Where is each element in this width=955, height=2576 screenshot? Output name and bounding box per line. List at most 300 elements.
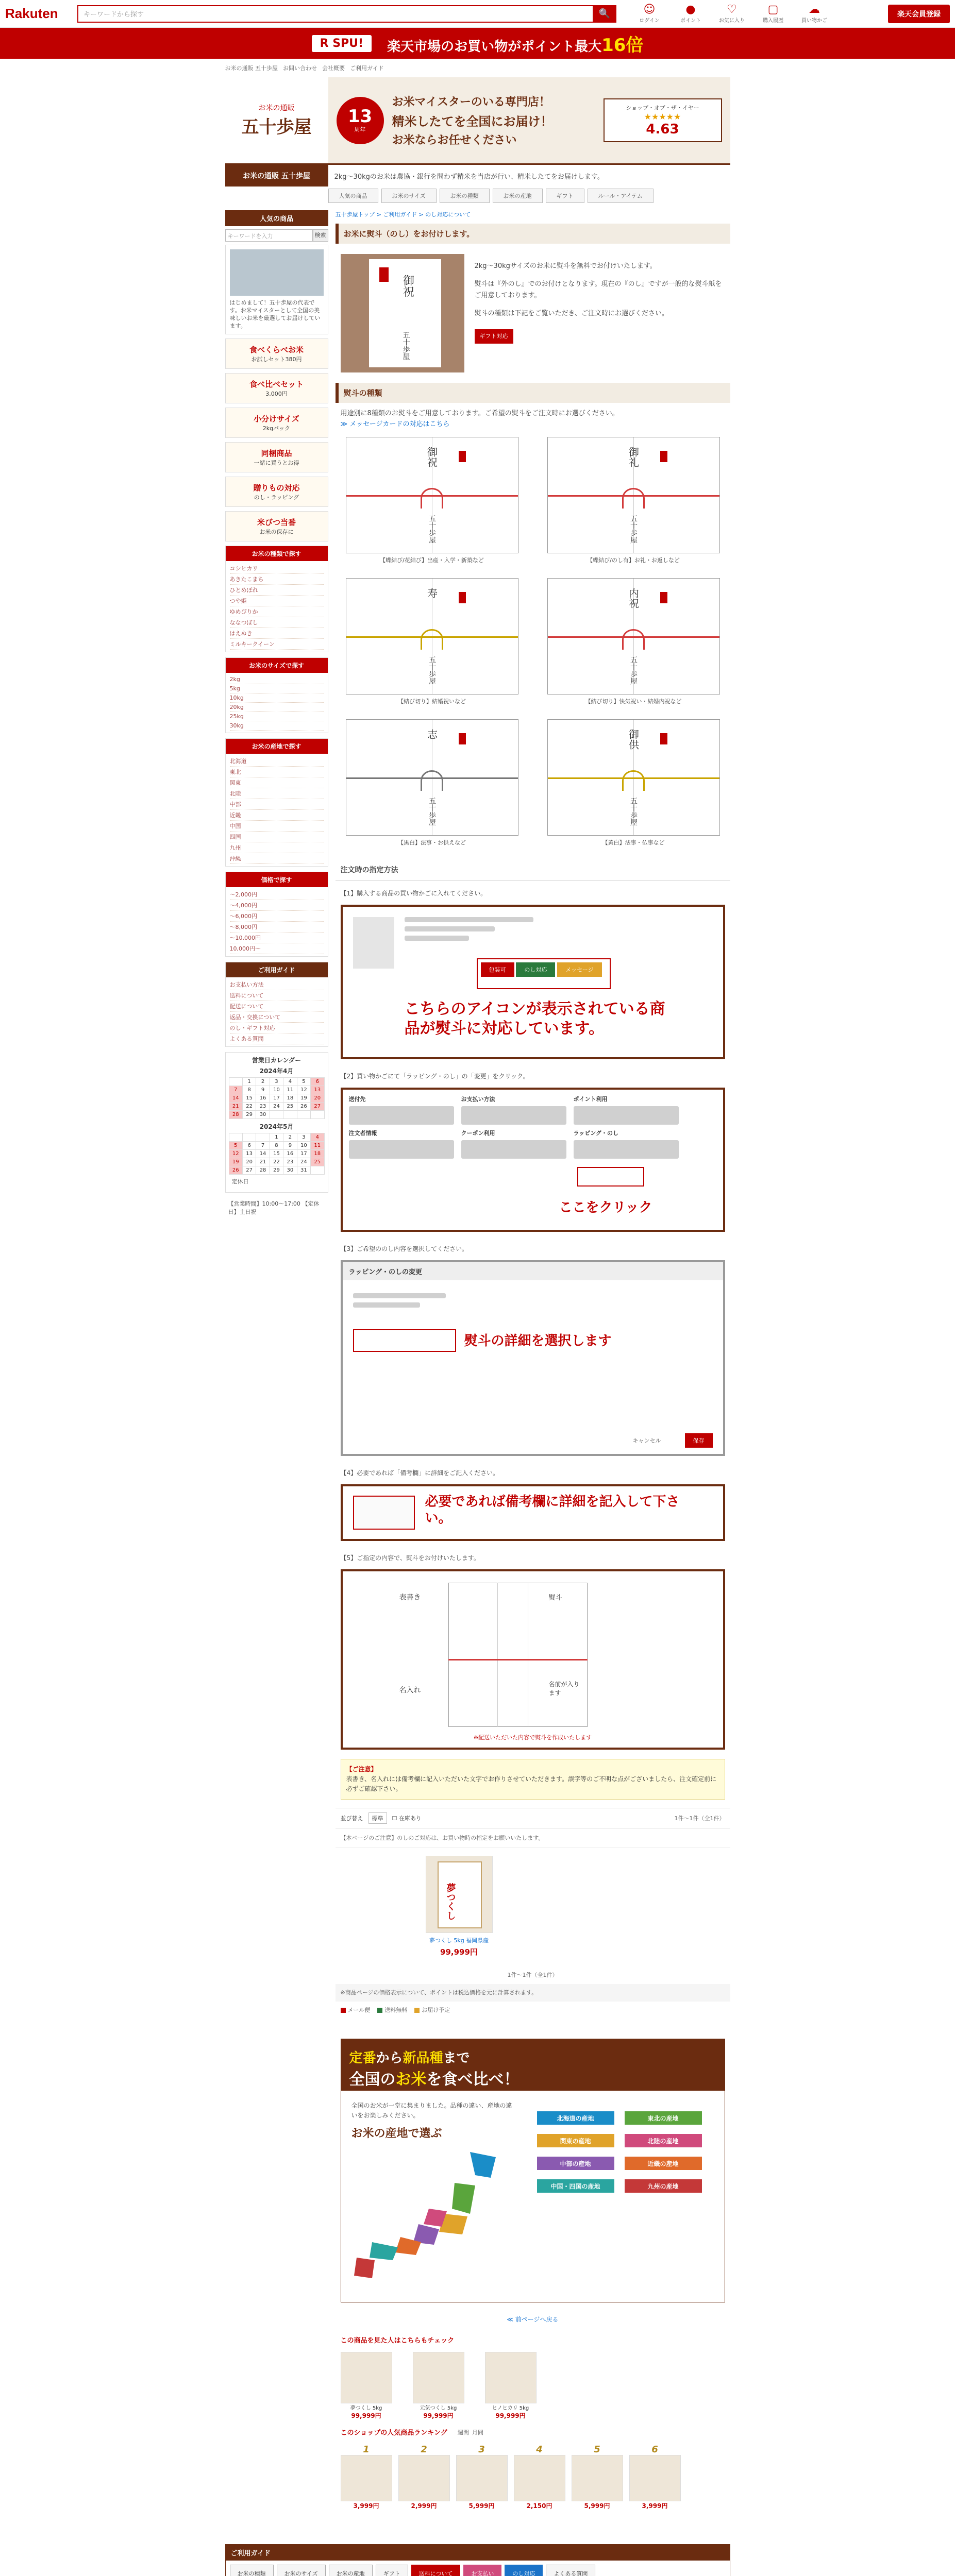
calendar-day: 25 [283, 1103, 297, 1111]
calendar-day [311, 1111, 324, 1119]
heart-icon: ♡ [727, 3, 737, 16]
sidebar-link[interactable]: お支払い方法 [230, 979, 324, 990]
calendar-day [256, 1133, 270, 1142]
rakuten-logo[interactable]: Rakuten [5, 6, 58, 21]
ranking-image[interactable] [456, 2455, 508, 2501]
noshi-top-text: 御供 [627, 729, 640, 750]
region-button[interactable]: 九州の産地 [625, 2179, 702, 2193]
screenshot-wrapping-dialog [341, 1260, 725, 1456]
sidebar-link[interactable]: つや姫 [230, 596, 324, 606]
menu-tab[interactable]: お米の産地 [493, 189, 543, 203]
cart-icon: ☁ [809, 3, 820, 16]
award-box[interactable]: ショップ・オブ・ザ・イヤー ★★★★★ 4.63 [604, 98, 722, 142]
noshi-type-caption: 【結び切り】結婚祝いなど [398, 698, 466, 705]
screenshot-remarks [341, 1484, 725, 1541]
noshi-bow-icon [421, 488, 443, 509]
sidebar-link[interactable]: 沖縄 [230, 853, 324, 864]
wrapping-icons-box: 包装可 のし対応 メッセージ [477, 958, 611, 989]
stock-checkbox[interactable]: ☐ 在庫あり [392, 1815, 422, 1822]
sidebar-list: お米の産地で探す 北海道 東北 関東 北陸 中部 近畿 中国 四国 九州 沖縄 [225, 738, 328, 867]
sidebar-search-input[interactable]: キーワードを入力 [225, 229, 313, 242]
calendar-day: 4 [283, 1078, 297, 1086]
ranking-list [336, 2441, 730, 2513]
noshi-type-caption: 【蝶結び/花結び】出産・入学・新築など [380, 557, 484, 564]
menu-tab[interactable]: 人気の商品 [328, 189, 378, 203]
breadcrumb[interactable]: 五十歩屋トップ > ご利用ガイド > のし対応について [335, 211, 471, 218]
sidebar-link[interactable]: 30kg [230, 721, 324, 731]
ranking-image[interactable] [572, 2455, 623, 2501]
order-title: 注文時の指定方法 [336, 859, 730, 880]
recs-title: この商品を見た人はこちらもチェック [340, 2337, 455, 2345]
calendar-day: 15 [242, 1094, 256, 1103]
sidebar-link[interactable]: 関東 [230, 777, 324, 788]
sort-bar: 並び替え 標準 ☐ 在庫あり 1件〜1件（全1件） [336, 1808, 730, 1828]
register-button[interactable]: 楽天会員登録 [888, 5, 950, 23]
calendar-day: 4 [311, 1133, 324, 1142]
sidebar-list: ご利用ガイド お支払い方法 送料について 配送について 返品・交換について のし・ギフト対応 よくある質問 [225, 962, 328, 1047]
cart-section [461, 1095, 566, 1125]
hint-text: 必要であれば備考欄に詳細を記入して下さい。 [425, 1494, 680, 1526]
noshi-type-card[interactable] [346, 578, 518, 706]
message-card-link[interactable]: ≫ メッセージカードの対応はこちら [340, 420, 450, 428]
label-name: 名入れ [399, 1686, 421, 1694]
sidebar-banner[interactable]: 小分けサイズ 2kgパック [225, 408, 328, 438]
calendar-day: 7 [229, 1086, 242, 1094]
sidebar-link[interactable]: 5kg [230, 684, 324, 693]
calendar-day: 9 [283, 1142, 297, 1150]
noshi-mark-icon [459, 451, 466, 462]
sidebar-link[interactable]: 近畿 [230, 810, 324, 821]
ranking-item[interactable] [629, 2444, 681, 2510]
info-line: ※商品ページの価格表示について、ポイントは税込価格を元に計算されます。 [336, 1984, 730, 2002]
ranking-item[interactable] [514, 2444, 565, 2510]
calendar-month: 2024年4月 [259, 1067, 294, 1075]
review-score: 4.63 [646, 122, 679, 137]
search-icon[interactable]: 🔍 [593, 5, 616, 23]
sidebar-search-button[interactable]: 検索 [313, 229, 328, 242]
noshi-bow-icon [421, 629, 443, 650]
noshi-sample-image: 御祝 五十歩屋 [341, 254, 464, 372]
calendar-day: 19 [229, 1158, 242, 1166]
compare-ad[interactable]: 定番から新品種まで 全国のお米を食べ比べ！ 全国のお米が一堂に集まりました。品種の違い、産地の違いをお楽しみください。 お米の産地で選ぶ 北海道の産地 東北の産地 関東の産地 北陸の産地 中部の産地 近畿の産地 中国・四国の産地 九州の産地 [341, 2039, 725, 2302]
product-item[interactable] [408, 1848, 511, 1965]
recommend-item[interactable] [485, 2352, 537, 2420]
sidebar-banner[interactable]: 食べ比べセット 3,000円 [225, 373, 328, 403]
calendar-day [229, 1133, 242, 1142]
login-link[interactable]: ☺ ログイン [639, 3, 660, 24]
sidebar-link[interactable]: ななつぼし [230, 617, 324, 628]
sidebar-link[interactable]: 2kg [230, 675, 324, 684]
calendar-day: 5 [297, 1078, 310, 1086]
calendar-day: 12 [297, 1086, 310, 1094]
region-button[interactable]: 近畿の産地 [625, 2157, 702, 2170]
footer-categories [226, 2561, 730, 2576]
staff-photo [230, 249, 324, 296]
calendar-day: 26 [297, 1103, 310, 1111]
screenshot-cart [341, 1088, 725, 1232]
noshi-mark-icon [459, 592, 466, 603]
calendar-day: 29 [242, 1111, 256, 1119]
recommend-name[interactable]: 元気つくし 5kg [420, 2405, 457, 2411]
calendar-day: 14 [229, 1094, 242, 1103]
noshi-mark-icon [660, 592, 667, 603]
noshi-type-image [547, 719, 720, 836]
noshi-name-text: 五十歩屋 [428, 515, 436, 544]
sidebar-link[interactable]: のし・ギフト対応 [230, 1023, 324, 1033]
calendar-day: 8 [242, 1086, 256, 1094]
noshi-type-card[interactable] [547, 719, 720, 847]
region-button[interactable]: 東北の産地 [625, 2111, 702, 2125]
sort-select[interactable]: 標準 [368, 1812, 387, 1824]
calendar-day: 1 [242, 1078, 256, 1086]
recommend-image[interactable] [341, 2352, 392, 2403]
calendar-day: 3 [297, 1133, 310, 1142]
noshi-type-card[interactable] [547, 578, 720, 706]
ranking-item[interactable] [341, 2444, 392, 2510]
region-button[interactable]: 北海道の産地 [537, 2111, 614, 2125]
region-button[interactable]: 中部の産地 [537, 2157, 614, 2170]
calendar-day [297, 1111, 310, 1119]
screenshot-noshi-layout [341, 1569, 725, 1750]
rank-number: 3 [478, 2444, 485, 2455]
ranking-image[interactable] [398, 2455, 450, 2501]
save-button[interactable]: 保存 [685, 1433, 713, 1448]
recommend-name[interactable]: 夢つくし 5kg [350, 2405, 382, 2411]
dialog-title: ラッピング・のしの変更 [343, 1262, 723, 1280]
shop-banner [328, 77, 730, 163]
shop-nav-item[interactable]: 会社概要 [322, 65, 345, 72]
calendar-day: 20 [311, 1094, 324, 1103]
shop-sub-bar [225, 165, 730, 187]
noshi-type-card[interactable] [346, 437, 518, 565]
step-text: 【1】購入する商品の買い物かごに入れてください。 [340, 890, 487, 897]
noshi-type-card[interactable] [346, 719, 518, 847]
calendar-day: 23 [256, 1103, 270, 1111]
rank-number: 5 [594, 2444, 600, 2455]
point-link[interactable]: ● ポイント [680, 3, 701, 24]
sidebar-link[interactable]: よくある質問 [230, 1033, 324, 1044]
business-calendar: 営業日カレンダー 2024年4月 1 2 3 4 5 6 7 8 9 10 11 12 13 14 15 16 17 18 19 20 21 22 23 24 25 26 27 28 29 30 2024年5月 1 2 3 4 5 6 7 8 9 10 11 12 13 14 15 16 17 18 19 20 21 22 23 24 25 26 27 28 29 30 31 定休日 [225, 1052, 328, 1193]
noshi-type-caption: 【黄白】法事・仏事など [602, 839, 665, 846]
menu-tab[interactable]: お米のサイズ [381, 189, 437, 203]
sidebar-link[interactable]: 東北 [230, 767, 324, 777]
calendar-day: 28 [256, 1166, 270, 1175]
cart-section-title: お支払い方法 [461, 1096, 495, 1103]
cancel-button[interactable]: キャンセル [632, 1437, 661, 1444]
sidebar-link[interactable]: 10kg [230, 693, 324, 703]
intro-section [336, 249, 730, 378]
sidebar-banner[interactable]: 贈りもの対応 のし・ラッピング [225, 477, 328, 507]
star-rating-icon: ★★★★★ [644, 112, 681, 122]
calendar-day: 17 [297, 1150, 310, 1158]
menu-tab[interactable]: ルール・アイテム [588, 189, 654, 203]
sidebar-list: 価格で探す 〜2,000円 〜4,000円 〜6,000円 〜8,000円 〜10,000円 10,000円〜 [225, 872, 328, 957]
footer-category[interactable]: お米の種類 [230, 2565, 274, 2576]
spu-logo: R SPU! [312, 35, 372, 52]
shop-nav-item[interactable]: お米の通販 五十歩屋 [225, 65, 278, 72]
label-omote: 表書き [399, 1594, 421, 1602]
layout-note: ※配送いただいた内容で熨斗を作成いたします [473, 1734, 592, 1741]
history-link[interactable]: ▢ 購入履歴 [763, 3, 783, 24]
calendar-day: 18 [311, 1150, 324, 1158]
sidebar-link[interactable]: 九州 [230, 842, 324, 853]
noshi-name-text: 五十歩屋 [629, 656, 638, 685]
calendar-day: 21 [256, 1158, 270, 1166]
alert-box: 【ご注意】 表書き、名入れには備考欄に記入いただいた文字でお作りさせていただきます。誤字等のご不明な点がございましたら、注文確定前に必ずご確認下さい。 [341, 1759, 725, 1800]
cart-section [574, 1129, 679, 1159]
shop-wrapper [225, 59, 730, 2576]
banner-copy: お米マイスターのいる専門店！ 精米したてを全国にお届け！ お米ならお任せください [392, 95, 553, 147]
sidebar-banner[interactable]: 食べくらべお米 お試しセット380円 [225, 338, 328, 369]
noshi-select-highlight[interactable] [353, 1329, 456, 1352]
rank-number: 1 [363, 2444, 370, 2455]
shop-nav [225, 59, 730, 77]
step-text: 【5】ご指定の内容で、熨斗をお付けいたします。 [340, 1554, 480, 1562]
sidebar-link[interactable]: 10,000円〜 [230, 943, 324, 954]
menu-tab[interactable]: ギフト [546, 189, 584, 203]
sidebar-link[interactable]: ひとめぼれ [230, 585, 324, 596]
calendar-day: 12 [229, 1150, 242, 1158]
rank-number: 4 [536, 2444, 543, 2455]
cart-section [349, 1095, 454, 1125]
sidebar-link[interactable]: 返品・交換について [230, 1012, 324, 1023]
sidebar-banner[interactable]: 同梱商品 一緒に買うとお得 [225, 442, 328, 472]
sidebar-title[interactable]: 人気の商品 [225, 210, 328, 226]
calendar-day: 22 [270, 1158, 283, 1166]
noshi-top-text: 御礼 [627, 447, 640, 467]
noshi-type-caption: 【黒白】法事・お供えなど [398, 839, 466, 846]
compare-ad-header: 定番から新品種まで 全国のお米を食べ比べ！ [341, 2039, 725, 2091]
sidebar-list: お米の種類で探す コシヒカリ あきたこまち ひとめぼれ つや姫 ゆめぴりか ななつぼし はえぬき ミルキークイーン [225, 546, 328, 652]
footer-category[interactable]: ギフト [376, 2565, 408, 2576]
calendar-table [229, 1077, 325, 1119]
hint-text: ここをクリック [559, 1200, 652, 1215]
footer-category[interactable]: のし対応 [505, 2565, 543, 2576]
ranking-item[interactable] [572, 2444, 623, 2510]
footer-category[interactable]: お支払い [463, 2565, 501, 2576]
calendar-day: 15 [270, 1150, 283, 1158]
footer-category[interactable]: お米のサイズ [277, 2565, 326, 2576]
recommend-price: 99,999円 [351, 2412, 381, 2419]
region-button[interactable]: 中国・四国の産地 [537, 2179, 614, 2193]
noshi-bow-icon [622, 488, 645, 509]
calendar-day: 26 [229, 1166, 242, 1175]
ranking-image[interactable] [341, 2455, 392, 2501]
product-name[interactable]: 夢つくし 5kg 福岡県産 [429, 1937, 489, 1944]
spu-text: 楽天市場のお買い物がポイント最大16倍 [387, 35, 644, 56]
sidebar-link[interactable]: あきたこまち [230, 574, 324, 585]
shop-header [225, 77, 730, 165]
calendar-day [311, 1166, 324, 1175]
ranking-image[interactable] [629, 2455, 681, 2501]
sidebar-link[interactable]: 〜8,000円 [230, 922, 324, 933]
back-link[interactable]: ≪ 前ページへ戻る [507, 2316, 559, 2323]
calendar-day: 31 [297, 1166, 310, 1175]
noshi-type-image [346, 719, 518, 836]
footer-category[interactable]: よくある質問 [546, 2565, 595, 2576]
cart-section [574, 1095, 679, 1125]
sidebar-link[interactable]: 25kg [230, 712, 324, 721]
legend: メール便 送料無料 お届け予定 [336, 2002, 730, 2018]
ranking-image[interactable] [514, 2455, 565, 2501]
user-icon: ☺ [643, 3, 656, 16]
shop-nav-item[interactable]: ご利用ガイド [350, 65, 384, 72]
calendar-day [283, 1111, 297, 1119]
calendar-day: 2 [256, 1078, 270, 1086]
sidebar-banner[interactable]: 米びつ当番 お米の保存に [225, 511, 328, 541]
result-count: 1件〜1件（全1件） [674, 1815, 725, 1822]
calendar-day: 13 [311, 1086, 324, 1094]
pager: 1件〜1件（全1件） [507, 1972, 558, 1978]
calendar-day [242, 1133, 256, 1142]
recommend-name[interactable]: ヒノヒカリ 5kg [492, 2405, 529, 2411]
calendar-day: 10 [270, 1086, 283, 1094]
hint-text: こちらのアイコンが表示されている商品が熨斗に対応しています。 [404, 1000, 665, 1038]
recommendations [336, 2349, 730, 2423]
sidebar-link[interactable]: はえぬき [230, 628, 324, 639]
calendar-day: 24 [270, 1103, 283, 1111]
global-header [0, 0, 955, 28]
remarks-field[interactable] [353, 1496, 415, 1530]
search-bar [77, 5, 616, 23]
shop-contact: 【営業時間】10:00〜17:00 【定休日】土日祝 [228, 1200, 320, 1215]
region-buttons [527, 2101, 714, 2292]
recommend-image[interactable] [413, 2352, 464, 2403]
region-button[interactable]: 関東の産地 [537, 2134, 614, 2147]
calendar-day: 11 [283, 1086, 297, 1094]
noshi-name-text: 五十歩屋 [629, 515, 638, 544]
shop-logo[interactable]: お米の通販 五十歩屋 [241, 104, 312, 138]
sidebar-link[interactable]: 送料について [230, 990, 324, 1001]
search-input[interactable]: キーワードから探す [77, 5, 593, 23]
sidebar-link[interactable]: 四国 [230, 832, 324, 842]
noshi-type-image [346, 578, 518, 694]
favorite-link[interactable]: ♡ お気に入り [719, 3, 745, 24]
recommend-image[interactable] [485, 2352, 537, 2403]
calendar-day: 17 [270, 1094, 283, 1103]
sidebar-link[interactable]: ゆめぴりか [230, 606, 324, 617]
japan-map [351, 2147, 506, 2281]
footer-category[interactable]: 送料について [411, 2565, 461, 2576]
ranking-price: 2,150円 [526, 2502, 552, 2510]
calendar-month: 2024年5月 [259, 1123, 294, 1130]
calendar-day: 20 [242, 1158, 256, 1166]
sidebar-link[interactable]: 北海道 [230, 756, 324, 767]
recommend-item[interactable] [341, 2352, 392, 2420]
calendar-day: 5 [229, 1142, 242, 1150]
ranking-price: 3,999円 [642, 2502, 668, 2510]
noshi-bow-icon [622, 770, 645, 791]
sidebar-link[interactable]: ミルキークイーン [230, 639, 324, 650]
sidebar-link[interactable]: 北陸 [230, 788, 324, 799]
staff-text: はじめまして！五十歩屋の代表です。お米マイスターとして全国の美味しいお米を厳選してお届けしています。 [229, 299, 321, 329]
sidebar-link[interactable]: 20kg [230, 703, 324, 712]
cart-section [461, 1129, 566, 1159]
calendar-day: 6 [311, 1078, 324, 1086]
label-outer: 熨斗 [548, 1594, 562, 1602]
sidebar-link[interactable]: コシヒカリ [230, 563, 324, 574]
noshi-type-caption: 【結び切り】快気祝い・結婚内祝など [585, 698, 682, 705]
calendar-day: 9 [256, 1086, 270, 1094]
sidebar-link[interactable]: 〜6,000円 [230, 911, 324, 922]
noshi-top-text: 寿 [425, 588, 438, 598]
sidebar-search [225, 229, 328, 242]
product-price: 99,999円 [440, 1947, 478, 1957]
ranking-item[interactable] [456, 2444, 508, 2510]
footer-category[interactable]: お米の産地 [329, 2565, 373, 2576]
noshi-name-text: 五十歩屋 [428, 797, 436, 826]
sidebar-link[interactable]: 〜10,000円 [230, 933, 324, 943]
notice-text: 【本ページのご注意】のしのご対応は、お買い物時の指定をお願いいたします。 [336, 1828, 730, 1848]
anniversary-badge: 13 周年 [337, 97, 384, 144]
recommend-price: 99,999円 [423, 2412, 454, 2419]
recommend-item[interactable] [413, 2352, 464, 2420]
cart-link[interactable]: ☁ 買い物かご [801, 3, 827, 24]
noshi-type-image [547, 437, 720, 553]
noshi-mark-icon [379, 267, 389, 282]
spu-banner[interactable] [0, 28, 955, 59]
sidebar-link[interactable]: 〜4,000円 [230, 900, 324, 911]
calendar-day: 27 [242, 1166, 256, 1175]
footer-guide: ご利用ガイド お米の種類 お米のサイズ お米の産地 ギフト 送料について お支払い のし対応 よくある質問 [225, 2544, 730, 2576]
calendar-day: 21 [229, 1103, 242, 1111]
calendar-day: 16 [283, 1150, 297, 1158]
sidebar-link[interactable]: 中国 [230, 821, 324, 832]
product-image[interactable]: 夢つくし [426, 1856, 493, 1933]
calendar-day: 29 [270, 1166, 283, 1175]
ranking-price: 5,999円 [584, 2502, 610, 2510]
calendar-day: 23 [283, 1158, 297, 1166]
sidebar-link[interactable]: 配送について [230, 1001, 324, 1012]
cart-section-title: ポイント利用 [573, 1096, 608, 1103]
calendar-day: 25 [311, 1158, 324, 1166]
calendar-day: 22 [242, 1103, 256, 1111]
calendar-day [229, 1078, 242, 1086]
shop-menu [328, 187, 730, 205]
calendar-day [270, 1111, 283, 1119]
ranking-price: 3,999円 [353, 2502, 379, 2510]
calendar-day: 14 [256, 1150, 270, 1158]
noshi-mark-icon [660, 451, 667, 462]
noshi-type-card[interactable] [547, 437, 720, 565]
menu-tab[interactable]: お米の種類 [440, 189, 490, 203]
sidebar [225, 210, 328, 2513]
cart-section-title: クーポン利用 [461, 1130, 495, 1137]
noshi-name-text: 五十歩屋 [629, 797, 638, 826]
noshi-type-caption: 【蝶結び/のし有】お礼・お返しなど [587, 557, 680, 564]
shop-nav-item[interactable]: お問い合わせ [283, 65, 317, 72]
cart-section-title: 送付先 [348, 1096, 366, 1103]
gift-button[interactable]: ギフト対応 [475, 329, 513, 344]
ranking-item[interactable] [398, 2444, 450, 2510]
region-button[interactable]: 北陸の産地 [625, 2134, 702, 2147]
sidebar-link[interactable]: 中部 [230, 799, 324, 810]
rank-tab[interactable]: 月間 [472, 2429, 483, 2436]
noshi-name-text: 五十歩屋 [428, 656, 436, 685]
rank-tab[interactable]: 週間 [457, 2429, 469, 2436]
intro-text: 2kg〜30kgサイズのお米に熨斗を無料でお付けいたします。 熨斗は『外のし』でのお付けとなります。現在の『のし』ですが一般的な熨斗紙をご用意しております。 熨斗の種類は下記をご覧いただき、ご注文時にお選びください。 ギフト対応 [475, 254, 725, 372]
hint-text: 熨斗の詳細を選択します [464, 1333, 612, 1349]
rank-number: 2 [421, 2444, 427, 2455]
calendar-day: 19 [297, 1094, 310, 1103]
screenshot-item-page [341, 905, 725, 1059]
cart-section [349, 1129, 454, 1159]
calendar-day: 30 [256, 1111, 270, 1119]
step-text: 【2】買い物かごにて「ラッピング・のし」の「変更」をクリック。 [340, 1073, 529, 1080]
bag-icon: ▢ [767, 3, 779, 16]
sidebar-link[interactable]: 〜2,000円 [230, 889, 324, 900]
calendar-day: 6 [242, 1142, 256, 1150]
